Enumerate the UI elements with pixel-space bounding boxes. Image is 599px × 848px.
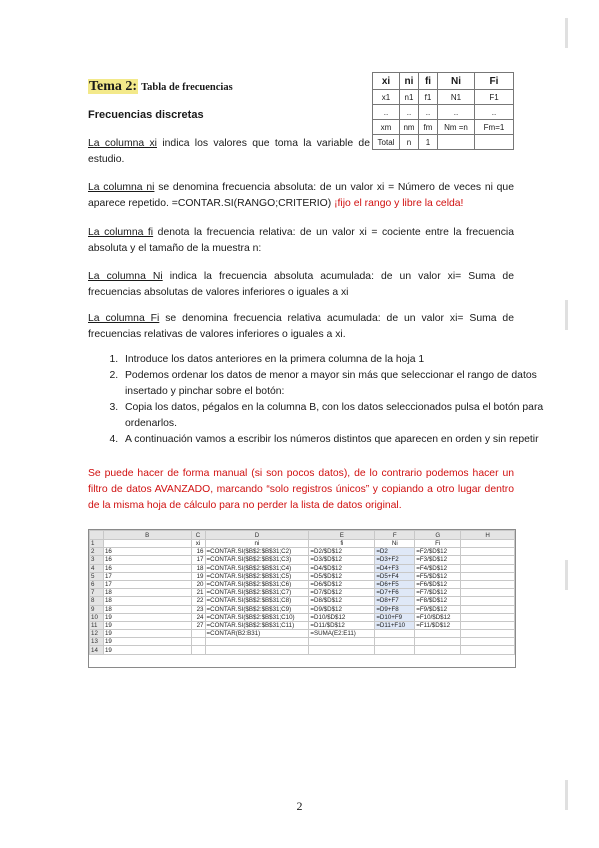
spreadsheet-row <box>90 548 515 556</box>
paragraph-xi <box>88 136 370 168</box>
spreadsheet-row <box>90 589 515 597</box>
red-highlight-text: ¡fijo el rango y libre la celda! <box>334 198 464 209</box>
row-header[interactable]: 1 <box>90 540 104 548</box>
row-header[interactable]: 12 <box>90 630 104 638</box>
spreadsheet-cell[interactable]: =D11+F10 <box>375 621 415 629</box>
spreadsheet-cell[interactable]: =CONTAR.SI($B$2:$B$31;C3) <box>205 556 309 564</box>
margin-mark <box>565 18 568 48</box>
column-Fi-label: La columna Fi <box>88 313 160 324</box>
steps-list <box>88 352 547 448</box>
header-Fi: Fi <box>475 73 514 90</box>
column-xi-label: La columna xi <box>88 138 157 149</box>
spreadsheet-cell[interactable]: Fi <box>415 540 461 548</box>
paragraph-text: se denomina frecuencia relativa acumulada: de un valor xi= Suma de frecuencias relativas de valores inferiores o iguales a xi. <box>88 313 514 340</box>
spreadsheet-cell[interactable]: 23 <box>191 605 205 613</box>
spreadsheet-cell[interactable] <box>461 630 515 638</box>
spreadsheet-cell[interactable]: 17 <box>103 572 191 580</box>
spreadsheet-cell[interactable] <box>461 597 515 605</box>
spreadsheet-cell[interactable]: 22 <box>191 597 205 605</box>
spreadsheet-cell[interactable] <box>461 564 515 572</box>
spreadsheet-row <box>90 605 515 613</box>
table-cell: n1 <box>400 90 419 105</box>
spreadsheet-cell[interactable]: 19 <box>103 630 191 638</box>
spreadsheet-cell[interactable]: =D9+F8 <box>375 605 415 613</box>
spreadsheet-cell[interactable]: 19 <box>103 638 191 646</box>
spreadsheet-cell[interactable]: =D10/$D$12 <box>309 613 375 621</box>
spreadsheet-cell[interactable]: =D8+F7 <box>375 597 415 605</box>
spreadsheet-cell[interactable]: =D7/$D$12 <box>309 589 375 597</box>
spreadsheet-cell[interactable]: =F10/$D$12 <box>415 613 461 621</box>
spreadsheet-cell[interactable]: =D2/$D$12 <box>309 548 375 556</box>
spreadsheet-cell[interactable] <box>375 646 415 654</box>
spreadsheet-cell[interactable]: 16 <box>103 564 191 572</box>
spreadsheet-row <box>90 646 515 654</box>
spreadsheet-row <box>90 564 515 572</box>
spreadsheet-cell[interactable] <box>415 646 461 654</box>
spreadsheet-cell[interactable]: =D3+F2 <box>375 556 415 564</box>
spreadsheet-cell[interactable] <box>461 605 515 613</box>
spreadsheet-cell[interactable]: xi <box>191 540 205 548</box>
title-name: Tabla de frecuencias <box>141 82 233 93</box>
section-subtitle: Frecuencias discretas <box>88 109 204 121</box>
spreadsheet-cell[interactable] <box>375 638 415 646</box>
spreadsheet-cell[interactable]: 19 <box>103 613 191 621</box>
list-item: 2. Podemos ordenar los datos de menor a mayor sin más que seleccionar el rango de datos insertado y pinchar sobre el botón: <box>121 368 547 400</box>
table-row <box>373 120 514 135</box>
spreadsheet-cell[interactable] <box>205 646 309 654</box>
spreadsheet-cell[interactable]: =D5/$D$12 <box>309 572 375 580</box>
spreadsheet-cell[interactable]: =D6/$D$12 <box>309 580 375 588</box>
spreadsheet-cell[interactable]: =F11/$D$12 <box>415 621 461 629</box>
spreadsheet-cell[interactable]: ni <box>205 540 309 548</box>
column-header: B <box>103 531 191 540</box>
spreadsheet-cell[interactable] <box>191 646 205 654</box>
table-cell: .. <box>438 105 475 120</box>
table-row <box>373 90 514 105</box>
margin-mark <box>565 300 568 330</box>
spreadsheet-cell[interactable]: =D8/$D$12 <box>309 597 375 605</box>
header-ni: ni <box>400 73 419 90</box>
spreadsheet-cell[interactable]: =D11/$D$12 <box>309 621 375 629</box>
row-header[interactable]: 10 <box>90 613 104 621</box>
table-row-total <box>373 135 514 150</box>
table-cell: F1 <box>475 90 514 105</box>
spreadsheet-cell[interactable]: =D6+F5 <box>375 580 415 588</box>
spreadsheet-cell[interactable]: 27 <box>191 621 205 629</box>
spreadsheet-cell[interactable]: 19 <box>103 646 191 654</box>
spreadsheet-cell[interactable] <box>461 638 515 646</box>
spreadsheet-cell[interactable]: 16 <box>103 556 191 564</box>
spreadsheet-cell[interactable]: 18 <box>103 597 191 605</box>
header-Ni: Ni <box>438 73 475 90</box>
column-header: C <box>191 531 205 540</box>
table-row <box>373 105 514 120</box>
spreadsheet-cell[interactable] <box>309 646 375 654</box>
spreadsheet-row <box>90 572 515 580</box>
spreadsheet-cell[interactable]: =CONTAR.SI($B$2:$B$31;C11) <box>205 621 309 629</box>
spreadsheet-cell[interactable]: =D4+F3 <box>375 564 415 572</box>
list-item: 3. Copia los datos, pégalos en la columna B, con los datos seleccionados pulsa el botón para ordenarlos. <box>121 400 547 432</box>
spreadsheet-cell[interactable]: =D3/$D$12 <box>309 556 375 564</box>
spreadsheet-screenshot <box>88 529 516 668</box>
row-header[interactable]: 3 <box>90 556 104 564</box>
spreadsheet-cell[interactable]: =CONTAR.SI($B$2:$B$31;C5) <box>205 572 309 580</box>
paragraph-text: indica los valores que toma la variable de estudio. <box>88 138 370 165</box>
paragraph-ni <box>88 180 514 212</box>
spreadsheet-cell[interactable] <box>461 646 515 654</box>
list-item: 1. Introduce los datos anteriores en la primera columna de la hoja 1 <box>121 352 547 368</box>
spreadsheet-cell[interactable] <box>461 540 515 548</box>
spreadsheet-cell[interactable]: 20 <box>191 580 205 588</box>
spreadsheet-cell[interactable] <box>191 630 205 638</box>
spreadsheet-cell[interactable] <box>415 630 461 638</box>
spreadsheet-cell[interactable] <box>461 613 515 621</box>
spreadsheet-cell[interactable]: =F5/$D$12 <box>415 572 461 580</box>
table-cell: .. <box>419 105 438 120</box>
spreadsheet-cell[interactable]: =CONTAR.SI($B$2:$B$31;C9) <box>205 605 309 613</box>
spreadsheet-cell[interactable]: =F2/$D$12 <box>415 548 461 556</box>
row-header[interactable]: 9 <box>90 605 104 613</box>
table-cell: N1 <box>438 90 475 105</box>
table-cell: .. <box>373 105 400 120</box>
spreadsheet-cell[interactable] <box>461 580 515 588</box>
margin-mark <box>565 560 568 590</box>
spreadsheet-cell[interactable]: 18 <box>191 564 205 572</box>
spreadsheet-cell[interactable]: =F4/$D$12 <box>415 564 461 572</box>
table-cell: nm <box>400 120 419 135</box>
spreadsheet-cell[interactable] <box>461 621 515 629</box>
title-number: Tema 2: <box>89 79 138 94</box>
spreadsheet-cell[interactable]: =CONTAR.SI($B$2:$B$31;C10) <box>205 613 309 621</box>
paragraph-fi <box>88 225 514 257</box>
spreadsheet-cell[interactable]: =F7/$D$12 <box>415 589 461 597</box>
table-cell <box>475 135 514 150</box>
column-header: G <box>415 531 461 540</box>
spreadsheet-cell[interactable] <box>461 589 515 597</box>
page-title <box>88 77 233 95</box>
spreadsheet-row <box>90 613 515 621</box>
row-header[interactable]: 5 <box>90 572 104 580</box>
spreadsheet-cell[interactable]: 24 <box>191 613 205 621</box>
column-fi-label: La columna fi <box>88 227 154 238</box>
spreadsheet-cell[interactable]: 17 <box>103 580 191 588</box>
row-header[interactable]: 7 <box>90 589 104 597</box>
row-header[interactable]: 6 <box>90 580 104 588</box>
spreadsheet-row <box>90 556 515 564</box>
spreadsheet-cell[interactable]: =CONTAR(B2:B31) <box>205 630 309 638</box>
table-cell: Fm=1 <box>475 120 514 135</box>
table-cell: fm <box>419 120 438 135</box>
spreadsheet-cell[interactable] <box>205 638 309 646</box>
spreadsheet-cell[interactable] <box>103 540 191 548</box>
table-cell: 1 <box>419 135 438 150</box>
table-cell: xm <box>373 120 400 135</box>
spreadsheet-cell[interactable]: =D5+F4 <box>375 572 415 580</box>
header-xi: xi <box>373 73 400 90</box>
table-cell: .. <box>400 105 419 120</box>
row-header[interactable]: 11 <box>90 621 104 629</box>
spreadsheet-cell[interactable]: 19 <box>191 572 205 580</box>
spreadsheet-row <box>90 630 515 638</box>
spreadsheet-cell[interactable]: =CONTAR.SI($B$2:$B$31;C2) <box>205 548 309 556</box>
table-cell <box>438 135 475 150</box>
spreadsheet-cell[interactable]: =CONTAR.SI($B$2:$B$31;C4) <box>205 564 309 572</box>
spreadsheet-cell[interactable]: fi <box>309 540 375 548</box>
spreadsheet-cell[interactable] <box>375 630 415 638</box>
column-header: H <box>461 531 515 540</box>
spreadsheet-cell[interactable]: =D2 <box>375 548 415 556</box>
table-cell: f1 <box>419 90 438 105</box>
row-header[interactable]: 14 <box>90 646 104 654</box>
spreadsheet-cell[interactable]: =CONTAR.SI($B$2:$B$31;C8) <box>205 597 309 605</box>
row-header[interactable]: 4 <box>90 564 104 572</box>
paragraph-text: indica la frecuencia absoluta acumulada: de un valor xi= Suma de frecuencias absolutas de valores inferiores o iguales a xi <box>88 271 514 298</box>
spreadsheet-row <box>90 540 515 548</box>
table-cell: .. <box>475 105 514 120</box>
row-header[interactable]: 2 <box>90 548 104 556</box>
paragraph-text: denota la frecuencia relativa: de un valor xi = cociente entre la frecuencia absoluta y el tamaño de la muestra n: <box>88 227 514 254</box>
paragraph-Fi <box>88 311 514 343</box>
spreadsheet-cell[interactable]: 18 <box>103 589 191 597</box>
spreadsheet-cell[interactable]: =D10+F9 <box>375 613 415 621</box>
spreadsheet-column-headers <box>90 531 515 540</box>
corner-cell <box>90 531 104 540</box>
list-item: 4. A continuación vamos a escribir los números distintos que aparecen en orden y sin repetir <box>121 432 547 448</box>
spreadsheet-cell[interactable] <box>461 548 515 556</box>
spreadsheet-row <box>90 621 515 629</box>
column-ni-label: La columna ni <box>88 182 155 193</box>
paragraph-text: se denomina frecuencia absoluta: de un valor xi = Número de veces ni que aparece repetido. =CONTAR.SI(RANGO;CRITERIO) <box>88 182 514 209</box>
spreadsheet-cell[interactable]: 16 <box>103 548 191 556</box>
table-cell: Nm =n <box>438 120 475 135</box>
spreadsheet-cell[interactable]: =SUMA(E2:E11) <box>309 630 375 638</box>
spreadsheet-cell[interactable] <box>415 638 461 646</box>
spreadsheet-row <box>90 597 515 605</box>
spreadsheet-cell[interactable]: 17 <box>191 556 205 564</box>
spreadsheet-cell[interactable]: =F8/$D$12 <box>415 597 461 605</box>
spreadsheet-cell[interactable] <box>191 638 205 646</box>
column-header: F <box>375 531 415 540</box>
row-header[interactable]: 13 <box>90 638 104 646</box>
frequency-table-header <box>373 73 514 90</box>
column-header: D <box>205 531 309 540</box>
table-cell: n <box>400 135 419 150</box>
spreadsheet-cell[interactable] <box>309 638 375 646</box>
spreadsheet-cell[interactable]: 18 <box>103 605 191 613</box>
spreadsheet-grid <box>89 530 515 655</box>
spreadsheet-cell[interactable]: =D4/$D$12 <box>309 564 375 572</box>
spreadsheet-cell[interactable] <box>461 572 515 580</box>
table-cell: Total <box>373 135 400 150</box>
spreadsheet-cell[interactable]: 21 <box>191 589 205 597</box>
spreadsheet-cell[interactable]: =D9/$D$12 <box>309 605 375 613</box>
spreadsheet-cell[interactable]: =F3/$D$12 <box>415 556 461 564</box>
spreadsheet-row <box>90 638 515 646</box>
spreadsheet-cell[interactable]: Ni <box>375 540 415 548</box>
header-fi: fi <box>419 73 438 90</box>
spreadsheet-cell[interactable]: =F6/$D$12 <box>415 580 461 588</box>
spreadsheet-cell[interactable]: 19 <box>103 621 191 629</box>
frequency-table <box>372 72 514 150</box>
spreadsheet-cell[interactable]: =D7+F6 <box>375 589 415 597</box>
paragraph-Ni <box>88 269 514 301</box>
spreadsheet-cell[interactable]: =CONTAR.SI($B$2:$B$31;C6) <box>205 580 309 588</box>
spreadsheet-cell[interactable]: =CONTAR.SI($B$2:$B$31;C7) <box>205 589 309 597</box>
column-Ni-label: La columna Ni <box>88 271 163 282</box>
row-header[interactable]: 8 <box>90 597 104 605</box>
red-note: Se puede hacer de forma manual (si son pocos datos), de lo contrario podemos hacer un filtro de datos AVANZADO, marcando “solo registros únicos” y copiando a otro lugar dentro de la misma hoja de cálculo para no perder la lista de datos original. <box>88 468 514 511</box>
spreadsheet-cell[interactable]: =F9/$D$12 <box>415 605 461 613</box>
spreadsheet-row <box>90 580 515 588</box>
page-number: 2 <box>296 799 303 813</box>
spreadsheet-cell[interactable] <box>461 556 515 564</box>
table-cell: x1 <box>373 90 400 105</box>
spreadsheet-cell[interactable]: 16 <box>191 548 205 556</box>
column-header: E <box>309 531 375 540</box>
